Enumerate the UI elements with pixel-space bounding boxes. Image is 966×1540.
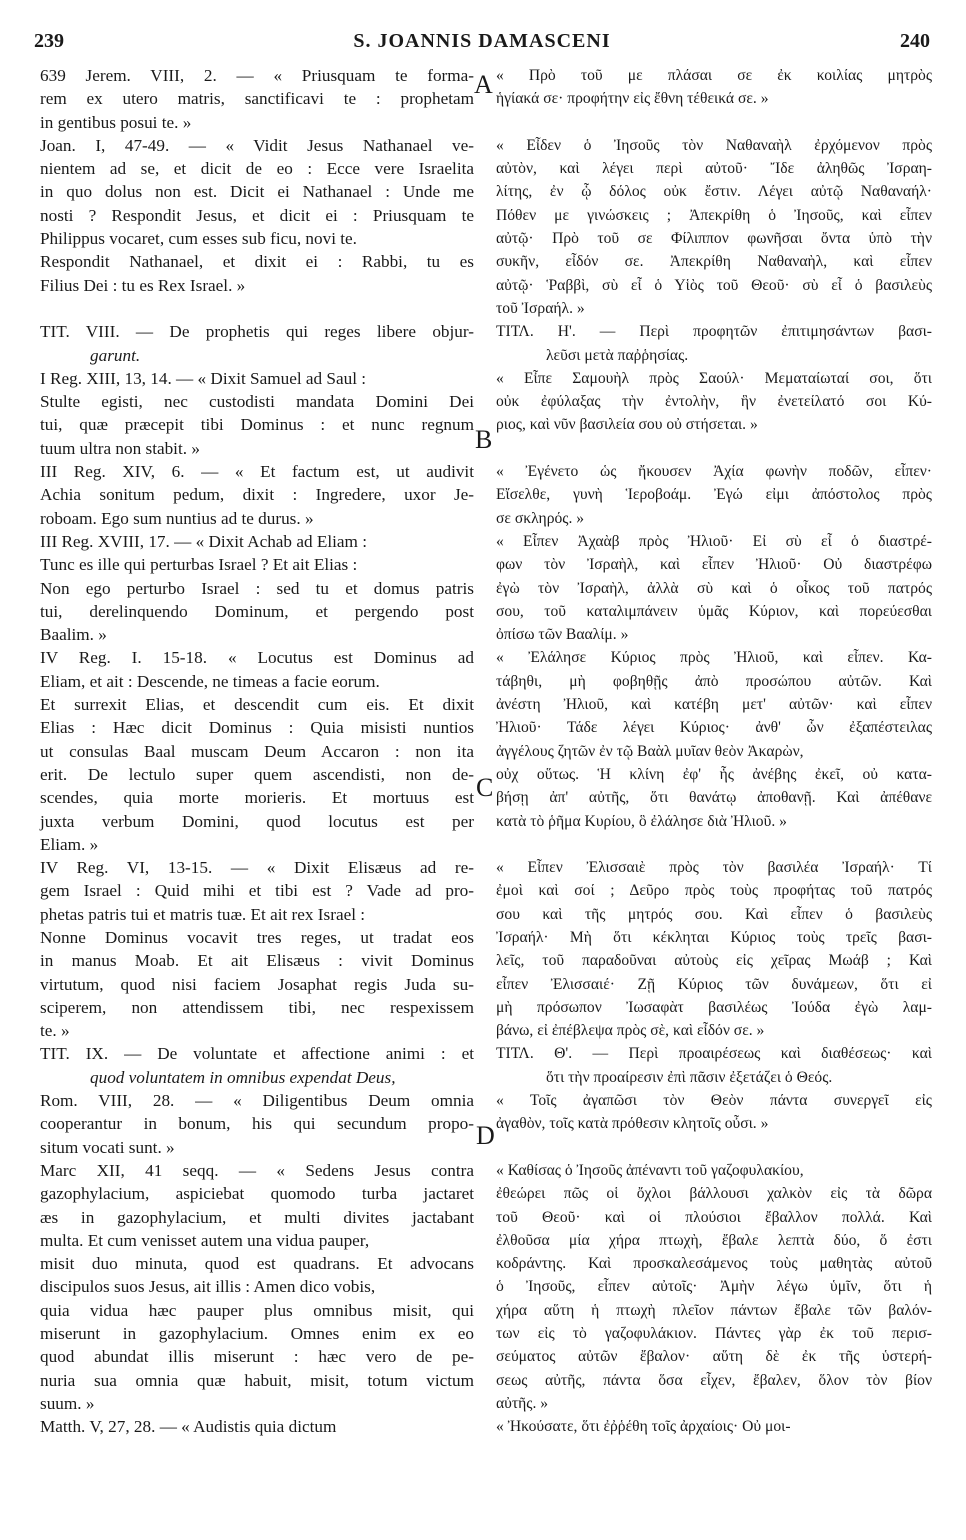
greek-line: τοῦ Ἰσραήλ. » bbox=[496, 299, 585, 317]
greek-line: αὐτῷ· Πρὸ τοῦ σε Φίλιππον φωνῆσαι ὄντα ὑπὸ τὴν bbox=[496, 230, 932, 248]
greek-line: « Εἶπεν Ἐλισσαιὲ πρὸς τὸν βασιλέα Ἰσραήλ· Τί bbox=[496, 859, 932, 877]
latin-line: situm vocati sunt. » bbox=[40, 1137, 175, 1157]
latin-line: Nonne Dominus vocavit tres reges, ut tradat eos bbox=[40, 927, 474, 947]
greek-line: ριος, καὶ νῦν βασιλεία σου οὐ στήσεται. » bbox=[496, 416, 758, 434]
latin-line: Eliam. » bbox=[40, 834, 99, 854]
greek-line bbox=[496, 833, 932, 856]
left-page-number: 239 bbox=[34, 30, 64, 52]
latin-line: æs in gazophylacium, et multi divites jactabant bbox=[40, 1207, 474, 1227]
greek-line: ἀγαθὸν, τοῖς κατὰ πρόθεσιν κλητοῖς οὖσι. » bbox=[496, 1115, 769, 1133]
margin-letter-d: D bbox=[476, 1121, 495, 1150]
latin-line: Philippus vocaret, cum esses sub ficu, novi te. bbox=[40, 229, 357, 249]
latin-line: roboam. Ego sum nuntius ad te durus. » bbox=[40, 508, 314, 528]
latin-line: Stulte egisti, nec custodisti mandata Domini Dei bbox=[40, 392, 474, 412]
greek-line: Ἠλιοῦ· Τάδε λέγει Κύριος· ἀνθ' ὧν ἐξαπέστειλας bbox=[496, 719, 932, 737]
latin-line: TIT. IX. — De voluntate et affectione animi : et bbox=[40, 1044, 474, 1064]
latin-line: Non ego perturbo Israel : sed tu et domus patris bbox=[40, 578, 474, 598]
greek-line: τάβηθι, μὴ φοβηθῇς ἀπὸ προσώπου αὐτῶν. Καὶ bbox=[496, 672, 932, 690]
greek-line: ΤΙΤΛ. Θ'. — Περὶ προαιρέσεως καὶ διαθέσεως· καὶ bbox=[496, 1045, 932, 1063]
latin-line: in manus Moab. Et ait Elisæus : vivit Dominus bbox=[40, 951, 474, 971]
greek-line bbox=[496, 111, 932, 134]
latin-line: gazophylacium, aspiciebat quomodo turba jactaret bbox=[40, 1184, 474, 1204]
greek-line: Εἴσελθε, γυνὴ Ἱεροβοάμ. Ἐγώ εἰμι ἀπόστολος πρὸς bbox=[496, 486, 932, 504]
latin-line: quod abundat illis miserunt : hæc vero de pe- bbox=[40, 1347, 474, 1367]
latin-line: IV Reg. VI, 13-15. — « Dixit Elisæus ad re- bbox=[40, 858, 474, 878]
latin-line: Elias : Hæc dicit Dominus : Quia misisti nuntios bbox=[40, 718, 474, 738]
latin-line: Baalim. » bbox=[40, 625, 107, 645]
latin-line: tui, quæ præcepit tibi Dominus : et nunc regnum bbox=[40, 415, 474, 435]
greek-line: εἶπεν Ἐλισσαιέ· Ζῇ Κύριος τῶν δυνάμεων, ὅτι εἰ bbox=[496, 975, 932, 993]
latin-line: nuria sua omnia quæ habuit, misit, totum victum bbox=[40, 1370, 474, 1390]
latin-line: Marc XII, 41 seqq. — « Sedens Jesus contra bbox=[40, 1160, 474, 1180]
margin-letter-a: A bbox=[474, 70, 493, 99]
greek-line: Πόθεν με γινώσκεις ; Ἀπεκρίθη ὁ Ἰησοῦς, καὶ εἶπεν bbox=[496, 206, 932, 224]
greek-line bbox=[496, 437, 932, 460]
latin-line: juxta verbum Domini, quod locutus est per bbox=[40, 811, 474, 831]
latin-line: I Reg. XIII, 13, 14. — « Dixit Samuel ad Saul : bbox=[40, 368, 367, 388]
latin-line: 639 Jerem. VIII, 2. — « Priusquam te forma- bbox=[40, 66, 474, 85]
latin-line: IV Reg. I. 15-18. « Locutus est Dominus ad bbox=[40, 648, 474, 668]
greek-line: « Εἶπεν Ἀχαὰβ πρὸς Ἠλιοῦ· Εἰ σὺ εἶ ὁ διαστρέ- bbox=[496, 532, 932, 550]
latin-line: sciperem, non attendissem tibi, nec respexissem bbox=[40, 997, 474, 1017]
latin-line: Eliam, et ait : Descende, ne timeas a facie eorum. bbox=[40, 671, 380, 691]
greek-line: βάνω, εἰ ἐπέβλεψα πρὸς σὲ, καὶ εἶδόν σε. » bbox=[496, 1022, 765, 1040]
greek-line: ὁ Ἰησοῦς, εἶπεν αὐτοῖς· Ἀμὴν λέγω ὑμῖν, ὅτι ἡ bbox=[496, 1278, 932, 1296]
latin-line: gem Israel : Quid mihi et tibi est ? Vade ad pro- bbox=[40, 881, 474, 901]
latin-line: in gentibus posui te. » bbox=[40, 112, 192, 132]
greek-line: ἡγίακά σε· προφήτην εἰς ἔθνη τέθεικά σε. » bbox=[496, 90, 769, 108]
margin-letter-b: B bbox=[475, 425, 493, 454]
greek-line bbox=[496, 1136, 932, 1159]
greek-line: « Ἐλάλησε Κύριος πρὸς Ἠλιοῦ, καὶ εἶπεν. Κα- bbox=[496, 649, 932, 667]
greek-line: ΤΙΤΛ. Η'. — Περὶ προφητῶν ἐπιτιμησάντων βασι- bbox=[496, 323, 932, 341]
greek-line: οὐκ ἐφύλαξας τὴν ἐντολὴν, ἣν ἐνετείλατό σοι Κύ- bbox=[496, 393, 932, 411]
greek-line: αὐτὸν, καὶ λέγει περὶ αὐτοῦ· Ἴδε ἀληθῶς Ἰσραη- bbox=[496, 160, 932, 178]
latin-line: III Reg. XIV, 6. — « Et factum est, ut audivit bbox=[40, 462, 474, 482]
greek-line: λεῖς, τοῦ παραδοῦναι αὐτοὺς εἰς χεῖρας Μωάβ ; Καὶ bbox=[496, 952, 932, 970]
page-header bbox=[34, 30, 930, 58]
greek-line: σεύματος αὐτῶν ἔβαλον· αὕτη δὲ ἐκ τῆς ὑστερή- bbox=[496, 1348, 932, 1366]
greek-line: ἐλθοῦσα μία χήρα πτωχὴ, ἔβαλε λεπτὰ δύο, ὅ ἐστι bbox=[496, 1231, 932, 1249]
greek-line: « Εἶδεν ὁ Ἰησοῦς τὸν Ναθαναὴλ ἐρχόμενον πρὸς bbox=[496, 136, 932, 154]
greek-line: κοδράντης. Καὶ προσκαλεσάμενος τοὺς μαθητὰς αὐτοῦ bbox=[496, 1255, 932, 1273]
greek-line: σου καὶ τῆς μητρός σου. Καὶ εἶπεν ὁ βασιλεὺς bbox=[496, 905, 932, 923]
greek-line: χήρα αὕτη ἡ πτωχὴ πλεῖον πάντων ἔβαλε τῶν βαλόν- bbox=[496, 1301, 932, 1319]
greek-line: ὀπίσω τῶν Βααλίμ. » bbox=[496, 626, 629, 644]
greek-line: αὐτῷ· Ῥαββὶ, σὺ εἶ ὁ Υἱὸς τοῦ Θεοῦ· σὺ εἶ ὁ βασιλεὺς bbox=[496, 276, 932, 294]
latin-line: Tunc es ille qui perturbas Israel ? Et ait Elias : bbox=[40, 555, 358, 575]
latin-line: Matth. V, 27, 28. — « Audistis quia dictum bbox=[40, 1417, 337, 1437]
latin-line: erit. De lectulo super quem ascendisti, non de- bbox=[40, 764, 474, 784]
latin-line bbox=[40, 297, 474, 320]
latin-line: suum. » bbox=[40, 1393, 95, 1413]
latin-line: discipulos suos Jesus, ait illis : Amen dico vobis, bbox=[40, 1277, 376, 1297]
latin-line: scendes, quia morte morieris. Et mortuus est bbox=[40, 788, 474, 808]
latin-line: nosti ? Respondit Jesus, et dicit ei : Priusquam te bbox=[40, 205, 474, 225]
greek-line: συκῆν, εἶδόν σε. Ἀπεκρίθη Ναθαναὴλ, καὶ εἶπεν bbox=[496, 253, 932, 271]
greek-line: « Τοῖς ἀγαπῶσι τὸν Θεὸν πάντα συνεργεῖ εἰς bbox=[496, 1092, 932, 1110]
greek-line: ἐγὼ τὸν Ἰσραὴλ, ἀλλὰ σὺ καὶ ὁ οἶκος τοῦ πατρός bbox=[496, 579, 932, 597]
greek-line: « Πρὸ τοῦ με πλάσαι σε ἐκ κοιλίας μητρὸς bbox=[496, 67, 932, 84]
latin-column bbox=[40, 64, 474, 1439]
greek-line: βήσῃ ἀπ' αὐτῆς, ὅτι θανάτῳ ἀποθανῇ. Καὶ ἀπέθανε bbox=[496, 789, 932, 807]
latin-line: Achia sonitum pedum, dixit : Ingredere, uxor Je- bbox=[40, 485, 474, 505]
latin-line: multa. Et cum venisset autem una vidua pauper, bbox=[40, 1230, 370, 1250]
latin-line: rem ex utero matris, sanctificavi te : prophetam bbox=[40, 89, 474, 109]
greek-line: κατὰ τὸ ῥῆμα Κυρίου, ὃ ἐλάλησε διὰ Ἠλιοῦ. » bbox=[496, 812, 787, 830]
greek-line: ἀγγέλους ζητῶν ἐν τῷ Βαὰλ μυῖαν θεὸν Ἀκαρὼν, bbox=[496, 742, 804, 760]
latin-line: tuum ultra non stabit. » bbox=[40, 438, 200, 458]
greek-line: ἀνέστη Ἠλιοῦ, καὶ κατέβη μετ' αὐτῶν· καὶ εἶπεν bbox=[496, 696, 932, 714]
running-title: S. JOANNIS DAMASCENI bbox=[353, 30, 611, 52]
greek-column bbox=[496, 64, 932, 1439]
latin-line: te. » bbox=[40, 1021, 70, 1041]
greek-line: « Εἶπε Σαμουὴλ πρὸς Σαούλ· Μεματαίωταί σοι, ὅτι bbox=[496, 369, 932, 387]
greek-line: των εἰς τὸ γαζοφυλάκιον. Πάντες γὰρ ἐκ τοῦ περισ- bbox=[496, 1325, 932, 1343]
latin-line: nientem ad se, et dicit de eo : Ecce vere Israelita bbox=[40, 159, 474, 179]
latin-line: miserunt in gazophylacium. Omnes enim ex eo bbox=[40, 1324, 474, 1344]
greek-line: σου, τοῦ καταλιμπάνειν ὑμᾶς Κύριον, καὶ πορεύεσθαι bbox=[496, 602, 932, 620]
greek-line: λεῦσι μετὰ παῤῥησίας. bbox=[546, 346, 689, 364]
latin-line: TIT. VIII. — De prophetis qui reges libere objur- bbox=[40, 322, 474, 342]
margin-letter-c: C bbox=[476, 773, 494, 802]
latin-line: phetas patris tui et matris tuæ. Et ait rex Israel : bbox=[40, 904, 366, 924]
latin-line: Rom. VIII, 28. — « Diligentibus Deum omnia bbox=[40, 1091, 474, 1111]
greek-line: σεως αὐτῆς, πάντα ὅσα εἶχεν, ἔβαλεν, ὅλον τὸν βίον bbox=[496, 1371, 932, 1389]
latin-line: garunt. bbox=[90, 345, 141, 365]
latin-line: quod voluntatem in omnibus expendat Deus, bbox=[90, 1067, 396, 1087]
latin-line: virtutum, quod nisi faciem Josaphat regis Juda su- bbox=[40, 974, 474, 994]
latin-line: cooperantur in bonum, his qui secundum propo- bbox=[40, 1114, 474, 1134]
greek-line: Ἰσραήλ· Μὴ ὅτι κέκληται Κύριος τοὺς τρεῖς βασι- bbox=[496, 928, 932, 946]
greek-line: σε σκληρός. » bbox=[496, 509, 585, 527]
greek-line: αὐτῆς. » bbox=[496, 1394, 549, 1412]
greek-line: ἐμοὶ καὶ σοί ; Δεῦρο πρὸς τοὺς προφήτας τοῦ πατρός bbox=[496, 882, 932, 900]
greek-line: « Καθίσας ὁ Ἰησοῦς ἀπέναντι τοῦ γαζοφυλακίου, bbox=[496, 1161, 804, 1179]
greek-line: οὐχ οὕτως. Ἡ κλίνη ἐφ' ἧς ἀνέβης ἐκεῖ, οὐ κατα- bbox=[496, 765, 932, 783]
greek-line: « Ἠκούσατε, ὅτι ἐῤῥέθη τοῖς ἀρχαίοις· Οὐ μοι- bbox=[496, 1418, 791, 1436]
greek-line: φων τὸν Ἰσραὴλ, καὶ εἶπεν Ἠλιοῦ· Οὐ διαστρέφω bbox=[496, 556, 932, 574]
right-page-number: 240 bbox=[900, 30, 930, 52]
greek-line: τοῦ Θεοῦ· καὶ οἱ πλούσιοι ἔβαλλον πολλά. Καὶ bbox=[496, 1208, 932, 1226]
latin-line: Et surrexit Elias, et descendit cum eis. Et dixit bbox=[40, 695, 474, 715]
latin-line: quia vidua hæc pauper plus omnibus misit, qui bbox=[40, 1300, 474, 1320]
latin-line: Joan. I, 47-49. — « Vidit Jesus Nathanael ve- bbox=[40, 135, 474, 155]
greek-line: ὅτι τὴν προαίρεσιν ἐπὶ πᾶσιν ἐξετάζει ὁ Θεός. bbox=[546, 1068, 833, 1086]
latin-line: misit duo minuta, quod est quadrans. Et advocans bbox=[40, 1254, 474, 1274]
latin-line: Filius Dei : tu es Rex Israel. » bbox=[40, 275, 246, 295]
greek-line: λίτης, ἐν ᾧ δόλος οὐκ ἔστιν. Λέγει αὐτῷ Ναθαναήλ· bbox=[496, 183, 932, 201]
latin-line: III Reg. XVIII, 17. — « Dixit Achab ad Eliam : bbox=[40, 531, 367, 551]
greek-line: μὴ πρόσωπον Ἰωσαφὰτ βασιλέως Ἰούδα ἐγὼ λαμ- bbox=[496, 998, 932, 1016]
latin-line: tui, derelinquendo Dominum, et pergendo post bbox=[40, 601, 474, 621]
greek-line: « Ἐγένετο ὡς ἤκουσεν Ἀχία φωνὴν ποδῶν, εἶπεν· bbox=[496, 463, 932, 481]
greek-line: ἐθεώρει πῶς οἱ ὄχλοι βάλλουσι χαλκὸν εἰς τὰ δῶρα bbox=[496, 1185, 932, 1203]
latin-line: Respondit Nathanael, et dixit ei : Rabbi, tu es bbox=[40, 252, 474, 272]
latin-line: in quo dolus non est. Dicit ei Nathanael : Unde me bbox=[40, 182, 474, 202]
latin-line: ut consulas Baal muscam Deum Accaron : non ita bbox=[40, 741, 474, 761]
